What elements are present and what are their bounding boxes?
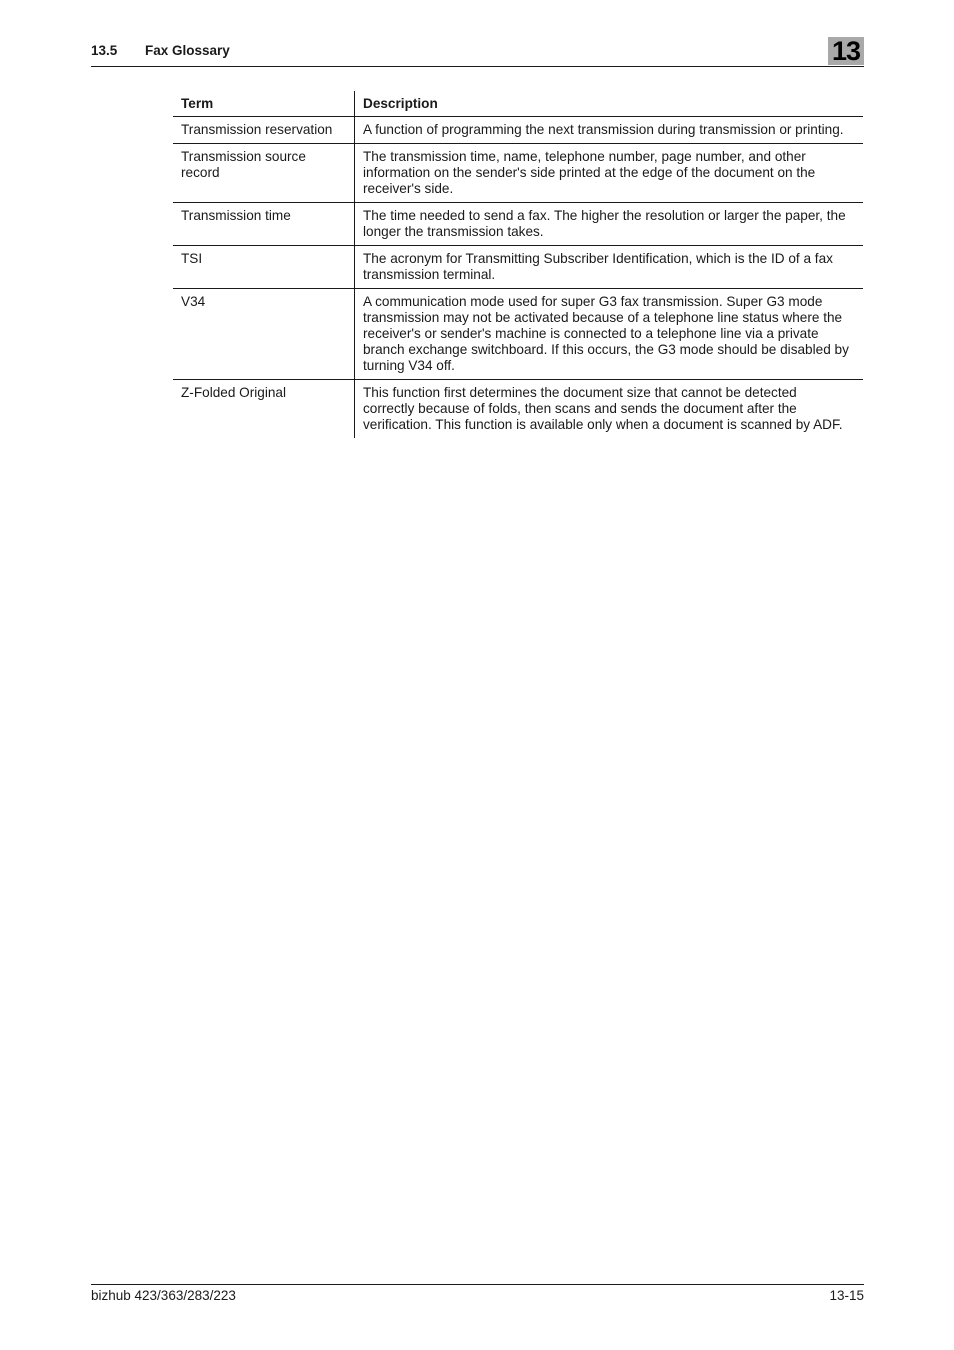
footer-model-name: bizhub 423/363/283/223 [91,1288,236,1303]
table-row [173,289,863,380]
table-header-row [173,91,863,117]
section-title: Fax Glossary [145,43,230,58]
description-cell: A communication mode used for super G3 fax transmission. Super G3 mode transmission may not be activated because of a telephone line status where the receiver's or sender's machine is connected to a telephone line via a private branch exchange switchboard. If this occurs, the G3 mode should be disabled by turning V34 off. [355,289,864,380]
description-cell: The time needed to send a fax. The higher the resolution or larger the paper, the longer the transmission takes. [355,203,864,246]
description-cell: This function first determines the document size that cannot be detected correctly because of folds, then scans and sends the document after the verification. This function is available only when a document is scanned by ADF. [363,385,843,432]
column-header-description: Description [355,91,864,117]
term-cell: TSI [173,246,355,289]
column-header-term: Term [173,91,355,117]
description-cell: A function of programming the next transmission during transmission or printing. [355,117,864,144]
chapter-badge: 13 [828,37,864,65]
description-cell: The acronym for Transmitting Subscriber Identification, which is the ID of a fax transmission terminal. [355,246,864,289]
table-row [173,246,863,289]
page-header [91,36,864,67]
footer-page-number: 13-15 [829,1288,864,1303]
table-row [173,117,863,144]
term-cell: Transmission source record [173,144,355,203]
term-cell: Z-Folded Original [173,380,355,439]
table-row [173,203,863,246]
description-cell: The transmission time, name, telephone number, page number, and other information on the sender's side printed at the edge of the document on the receiver's side. [355,144,864,203]
table-row [173,144,863,203]
table-row [173,380,863,439]
section-number: 13.5 [91,43,118,58]
glossary-table [173,91,863,438]
term-cell: Transmission reservation [173,117,355,144]
term-cell: V34 [173,289,355,380]
page-footer [91,1284,864,1303]
term-cell: Transmission time [173,203,355,246]
